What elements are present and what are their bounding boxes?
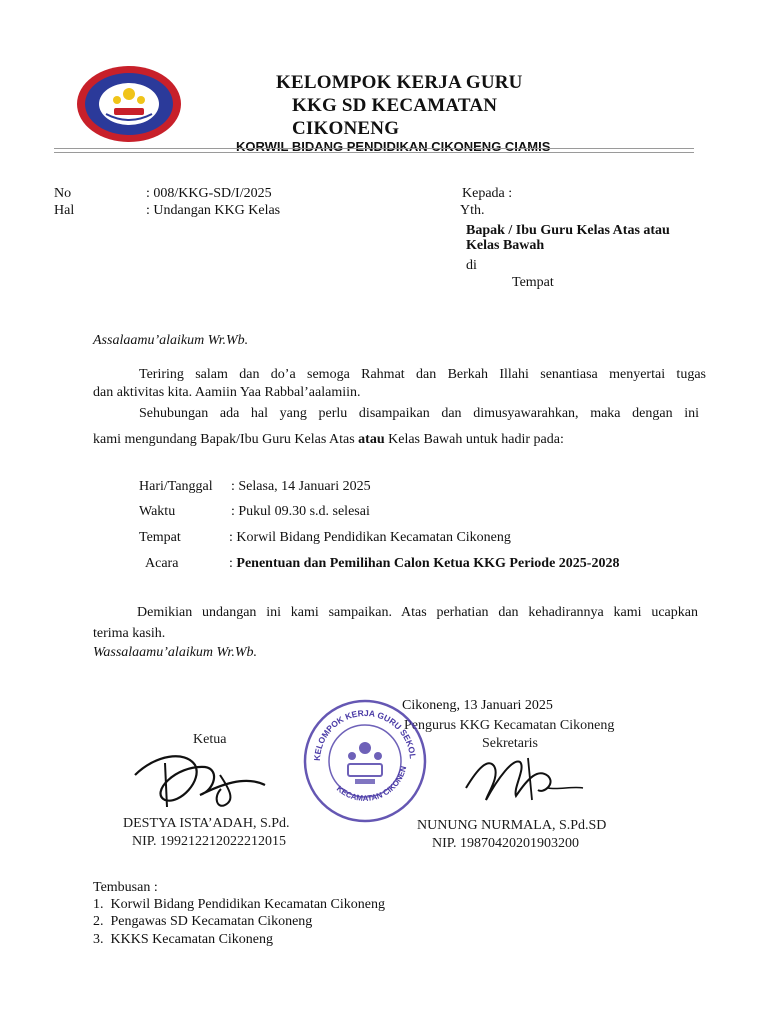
place-date: Cikoneng, 13 Januari 2025 xyxy=(402,698,553,713)
detail-colon: : xyxy=(229,556,237,571)
para2-text-bold: atau xyxy=(358,432,385,447)
right-nip: NIP. 19870420201903200 xyxy=(432,836,580,851)
tembusan-item: 1. Korwil Bidang Pendidikan Kecamatan Cikoneng xyxy=(93,897,385,912)
org-name-line2: KKG SD KECAMATAN xyxy=(292,95,498,116)
detail-value: : Pukul 09.30 s.d. selesai xyxy=(231,504,370,519)
closing-line1: Demikian undangan ini kami sampaikan. Atas perhatian dan kehadirannya kami ucapkan xyxy=(137,605,698,620)
right-name: NUNUNG NURMALA, S.Pd.SD xyxy=(417,818,607,833)
right-signature-icon xyxy=(458,748,588,808)
hal-label: Hal xyxy=(54,203,75,218)
recipient-line1: Bapak / Ibu Guru Kelas Atas atau xyxy=(466,223,670,238)
di-label: di xyxy=(466,258,477,273)
para2-text-a: kami mengundang Bapak/Ibu Guru Kelas Atas xyxy=(93,432,359,447)
left-role: Ketua xyxy=(193,732,227,747)
detail-acara-text: Penentuan dan Pemilihan Calon Ketua KKG Periode 2025-2028 xyxy=(236,556,620,571)
org-name-line1: KELOMPOK KERJA GURU xyxy=(276,72,523,93)
detail-value: : Selasa, 14 Januari 2025 xyxy=(231,479,371,494)
right-role: Sekretaris xyxy=(482,736,538,751)
closing-line2: terima kasih. xyxy=(93,626,166,641)
para1-line1: Teriring salam dan do’a semoga Rahmat dan Berkah Illahi senantiasa menyertai tugas xyxy=(139,367,706,382)
para2-line2 xyxy=(93,431,564,448)
org-subtitle: KORWIL BIDANG PENDIDIKAN CIKONENG CIAMIS xyxy=(236,139,551,154)
farewell: Wassalaamu’alaikum Wr.Wb. xyxy=(93,645,257,660)
stamp-icon xyxy=(300,696,430,826)
left-nip: NIP. 199212212022212015 xyxy=(132,834,287,849)
detail-label: Waktu xyxy=(139,504,176,519)
para2-line1: Sehubungan ada hal yang perlu disampaikan dan dimusyawarahkan, maka dengan ini xyxy=(139,406,699,421)
logo xyxy=(74,64,184,144)
logo-emblem-icon xyxy=(74,64,184,144)
header-rule-bottom xyxy=(54,152,694,153)
para2-text-c: Kelas Bawah untuk hadir pada: xyxy=(384,432,564,447)
greeting: Assalaamu’alaikum Wr.Wb. xyxy=(93,333,249,348)
detail-row xyxy=(139,478,213,495)
official-stamp xyxy=(300,696,430,826)
left-signature-icon xyxy=(125,745,275,815)
yth-label: Yth. xyxy=(460,203,485,218)
hal-value: : Undangan KKG Kelas xyxy=(146,203,281,218)
recipient-line2: Kelas Bawah xyxy=(466,238,545,253)
left-name: DESTYA ISTA’ADAH, S.Pd. xyxy=(123,816,290,831)
tempat-label: Tempat xyxy=(512,275,554,290)
detail-label: Tempat xyxy=(139,530,181,545)
tembusan-item: 2. Pengawas SD Kecamatan Cikoneng xyxy=(93,914,313,929)
detail-label: Acara xyxy=(145,556,179,571)
kepada-label: Kepada : xyxy=(462,186,513,201)
stamp-bottom-text: KECAMATAN CIKONEN xyxy=(334,765,409,803)
signature-org: Pengurus KKG Kecamatan Cikoneng xyxy=(404,718,615,733)
tembusan-title: Tembusan : xyxy=(93,880,158,895)
no-value: : 008/KKG-SD/I/2025 xyxy=(146,186,272,201)
detail-label: Hari/Tanggal xyxy=(139,479,213,494)
header-rule-top xyxy=(54,148,694,149)
tembusan-item: 3. KKKS Kecamatan Cikoneng xyxy=(93,932,274,947)
no-label: No xyxy=(54,186,72,201)
para1-line2: dan aktivitas kita. Aamiin Yaa Rabbal’aalamiin. xyxy=(93,385,361,400)
stamp-top-text: KELOMPOK KERJA GURU SEKOL xyxy=(311,707,418,762)
detail-value-acara xyxy=(229,555,619,572)
org-name-line3: CIKONENG xyxy=(292,118,400,139)
detail-value: : Korwil Bidang Pendidikan Kecamatan Cikoneng xyxy=(229,530,511,545)
